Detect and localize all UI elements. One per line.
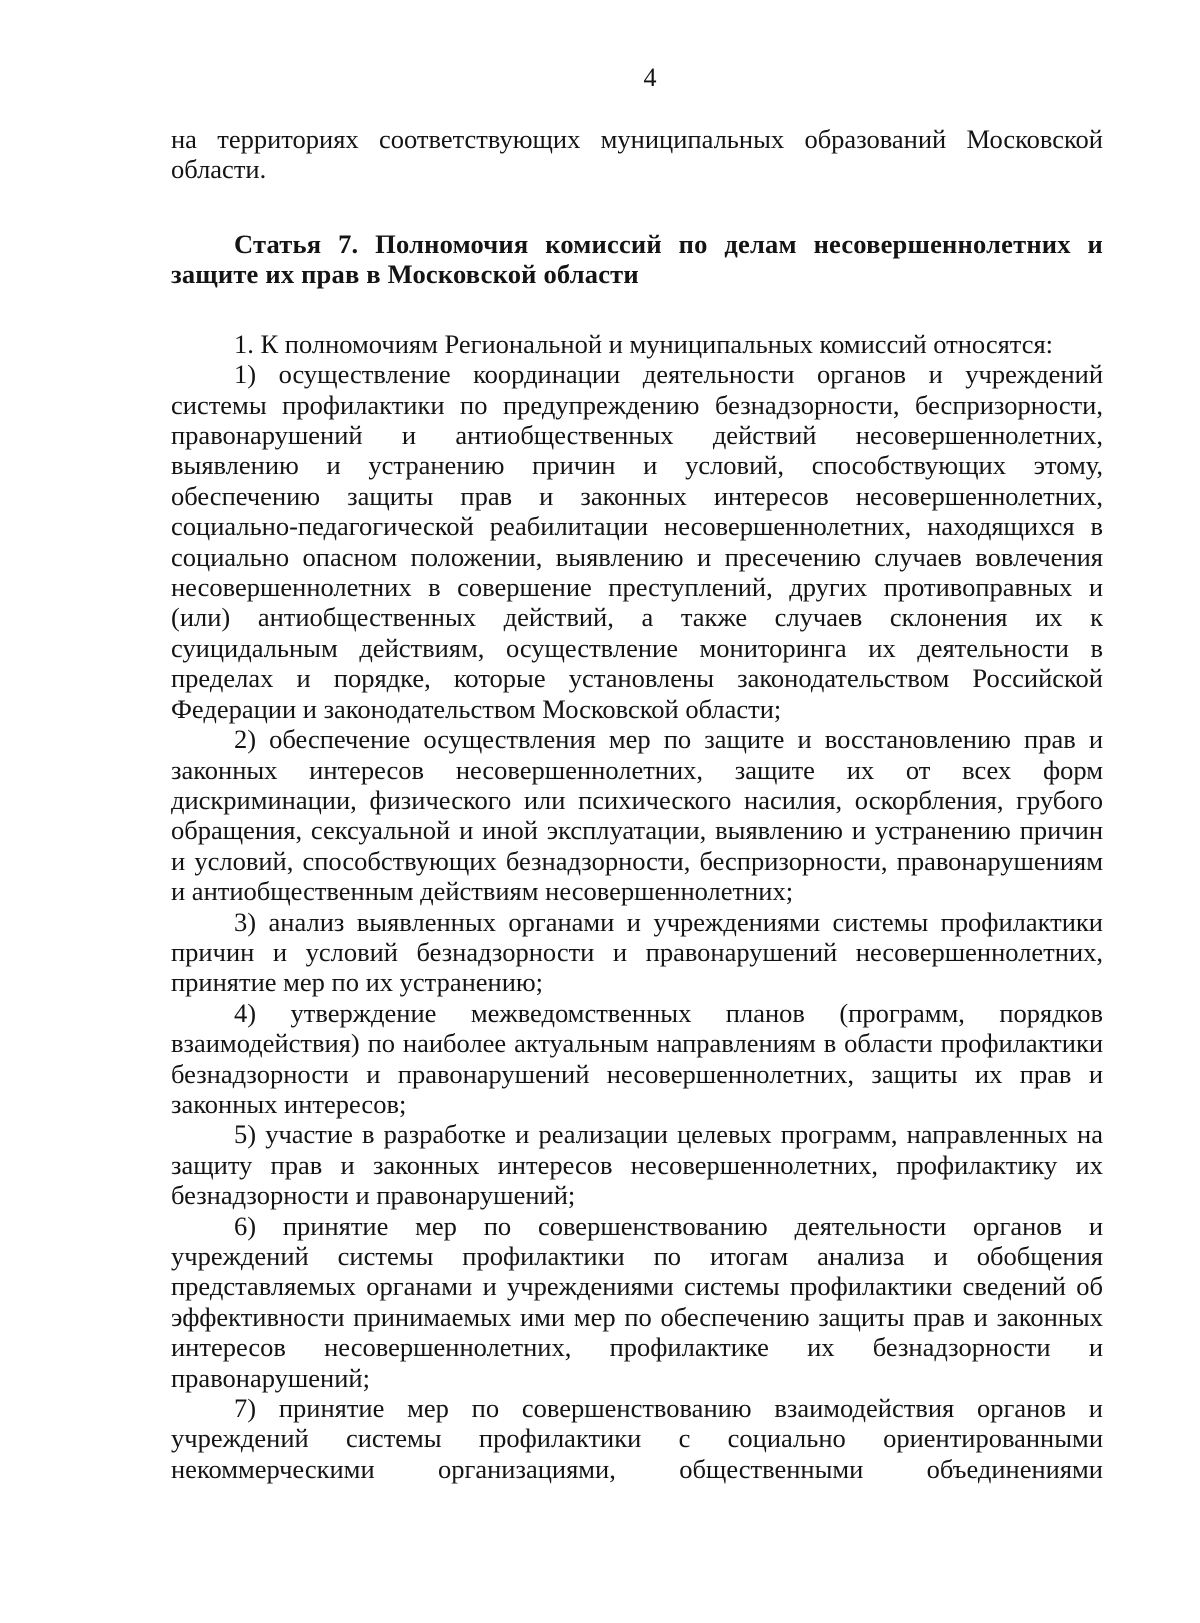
clause-item-1: 1) осуществление координации деятельности органов и учреждений системы профилактики по предупреждению безнадзорности, беспризорности, правонарушений и антиобщественных действий несовершеннолетних, выявлению и устранению причин и условий, способствующих этому, обеспечению защиты прав и законных интересов несовершеннолетних, социально-педагогической реабилитации несовершеннолетних, находящихся в социально опасном положении, выявлению и пресечению случаев вовлечения несовершеннолетних в совершение преступлений, других противоправных и (или) антиобщественных действий, а также случаев склонения их к суицидальным действиям, осуществление мониторинга их деятельности в пределах и порядке, которые установлены законодательством Российской Федерации и законодательством Московской области; — [171, 359, 1103, 724]
clause-item-3: 3) анализ выявленных органами и учреждениями системы профилактики причин и условий безнадзорности и правонарушений несовершеннолетних, принятие мер по их устранению; — [171, 906, 1103, 998]
article-title: Статья 7. Полномочия комиссий по делам несовершеннолетних и защите их прав в Московской области — [171, 228, 1103, 289]
document-body — [171, 124, 1103, 1484]
clause-item-4: 4) утверждение межведомственных планов (программ, порядков взаимодействия) по наиболее актуальным направлениям в области профилактики безнадзорности и правонарушений несовершеннолетних, защиты их прав и законных интересов; — [171, 997, 1103, 1119]
intro-paragraph: на территориях соответствующих муниципальных образований Московской области. — [171, 124, 1103, 185]
clause-1-intro: 1. К полномочиям Региональной и муниципальных комиссий относятся: — [234, 328, 1054, 359]
clause-item-6: 6) принятие мер по совершенствованию деятельности органов и учреждений системы профилактики по итогам анализа и обобщения представляемых органами и учреждениями системы профилактики сведений об эффективности принимаемых ими мер по обеспечению защиты прав и законных интересов несовершеннолетних, профилактике их безнадзорности и правонарушений; — [171, 1210, 1103, 1393]
clause-item-7: 7) принятие мер по совершенствованию взаимодействия органов и учреждений системы профилактики с социально ориентированными некоммерческими организациями, общественными объединениями — [171, 1393, 1103, 1484]
clause-item-2: 2) обеспечение осуществления мер по защите и восстановлению прав и законных интересов несовершеннолетних, защите их от всех форм дискриминации, физического или психического насилия, оскорбления, грубого обращения, сексуальной и иной эксплуатации, выявлению и устранению причин и условий, способствующих безнадзорности, беспризорности, правонарушениям и антиобщественным действиям несовершеннолетних; — [171, 724, 1103, 907]
clause-item-5: 5) участие в разработке и реализации целевых программ, направленных на защиту прав и законных интересов несовершеннолетних, профилактику их безнадзорности и правонарушений; — [171, 1119, 1103, 1211]
page-number: 4 — [643, 63, 657, 92]
